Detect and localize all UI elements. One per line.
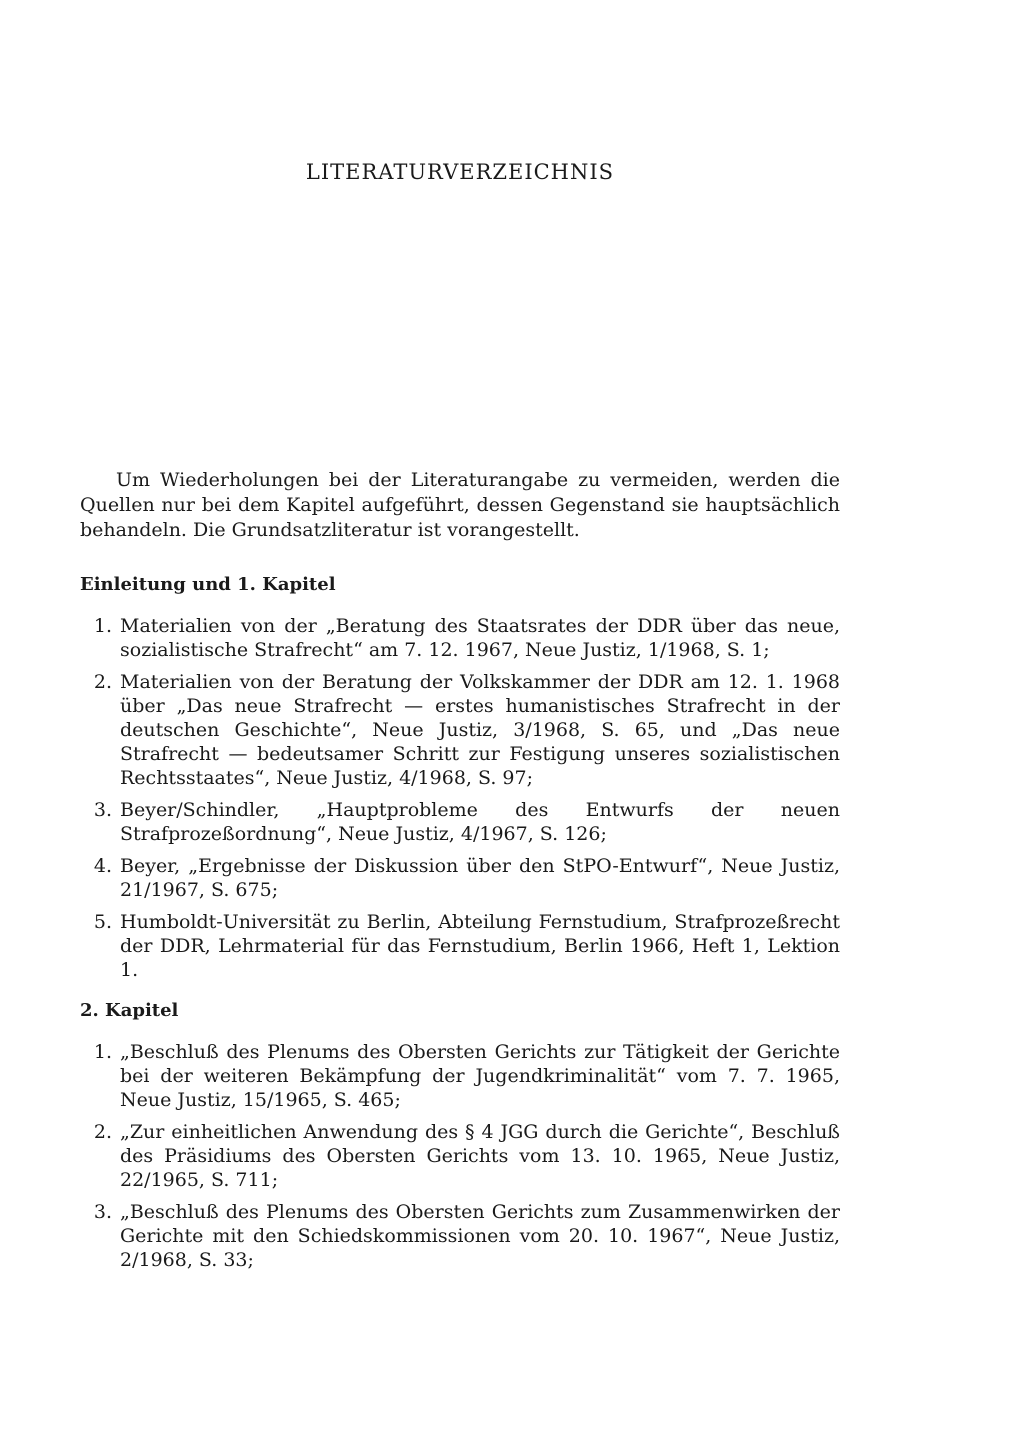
reference-number: 5. bbox=[93, 911, 112, 933]
reference-list-kapitel-2 bbox=[80, 1040, 840, 1280]
reference-text: „Beschluß des Plenums des Obersten Gerichts zum Zusammenwirken der Gerichte mit den Schiedskommissionen vom 20. 10. 1967“, Neue Justiz, 2/1968, S. 33; bbox=[120, 1201, 840, 1271]
reference-number: 3. bbox=[93, 1201, 112, 1223]
reference-item bbox=[80, 910, 840, 982]
reference-text: Beyer/Schindler, „Hauptprobleme des Entwurfs der neuen Strafprozeßordnung“, Neue Justiz, 4/1967, S. 126; bbox=[120, 799, 840, 845]
section-heading-einleitung: Einleitung und 1. Kapitel bbox=[80, 574, 336, 595]
reference-number: 2. bbox=[93, 671, 112, 693]
reference-text: Humboldt-Universität zu Berlin, Abteilung Fernstudium, Strafprozeßrecht der DDR, Lehrmaterial für das Fernstudium, Berlin 1966, Heft 1, Lektion 1. bbox=[120, 911, 840, 981]
reference-text: „Beschluß des Plenums des Obersten Gerichts zur Tätigkeit der Gerichte bei der weiteren Bekämpfung der Jugendkriminalität“ vom 7. 7. 1965, Neue Justiz, 15/1965, S. 465; bbox=[120, 1041, 840, 1111]
reference-item bbox=[80, 614, 840, 662]
reference-number: 3. bbox=[93, 799, 112, 821]
reference-number: 2. bbox=[93, 1121, 112, 1143]
reference-item bbox=[80, 1200, 840, 1272]
reference-item bbox=[80, 798, 840, 846]
reference-item bbox=[80, 1120, 840, 1192]
intro-paragraph: Um Wiederholungen bei der Literaturangabe zu vermeiden, werden die Quellen nur bei dem Kapitel aufgeführt, dessen Gegenstand sie hauptsächlich behandeln. Die Grundsatzliteratur ist vorangestellt. bbox=[80, 469, 840, 541]
reference-item bbox=[80, 1040, 840, 1112]
reference-text: Beyer, „Ergebnisse der Diskussion über den StPO-Entwurf“, Neue Justiz, 21/1967, S. 675; bbox=[120, 855, 840, 901]
reference-text: „Zur einheitlichen Anwendung des § 4 JGG durch die Gerichte“, Beschluß des Präsidiums des Obersten Gerichts vom 13. 10. 1965, Neue Justiz, 22/1965, S. 711; bbox=[120, 1121, 840, 1191]
page-title: LITERATURVERZEICHNIS bbox=[305, 160, 615, 184]
reference-text: Materialien von der „Beratung des Staatsrates der DDR über das neue, sozialistische Strafrecht“ am 7. 12. 1967, Neue Justiz, 1/1968, S. 1; bbox=[120, 615, 840, 661]
reference-text: Materialien von der Beratung der Volkskammer der DDR am 12. 1. 1968 über „Das neue Strafrecht — erstes humanistisches Strafrecht in der deutschen Geschichte“, Neue Justiz, 3/1968, S. 65, und „Das neue Strafrecht — bedeutsamer Schritt zur Festigung unseres sozialistischen Rechtsstaates“, Neue Justiz, 4/1968, S. 97; bbox=[120, 671, 840, 789]
reference-number: 1. bbox=[93, 615, 112, 637]
reference-list-einleitung bbox=[80, 614, 840, 990]
reference-item bbox=[80, 854, 840, 902]
reference-item bbox=[80, 670, 840, 790]
reference-number: 1. bbox=[93, 1041, 112, 1063]
reference-number: 4. bbox=[93, 855, 112, 877]
section-heading-kapitel-2: 2. Kapitel bbox=[80, 1000, 179, 1021]
